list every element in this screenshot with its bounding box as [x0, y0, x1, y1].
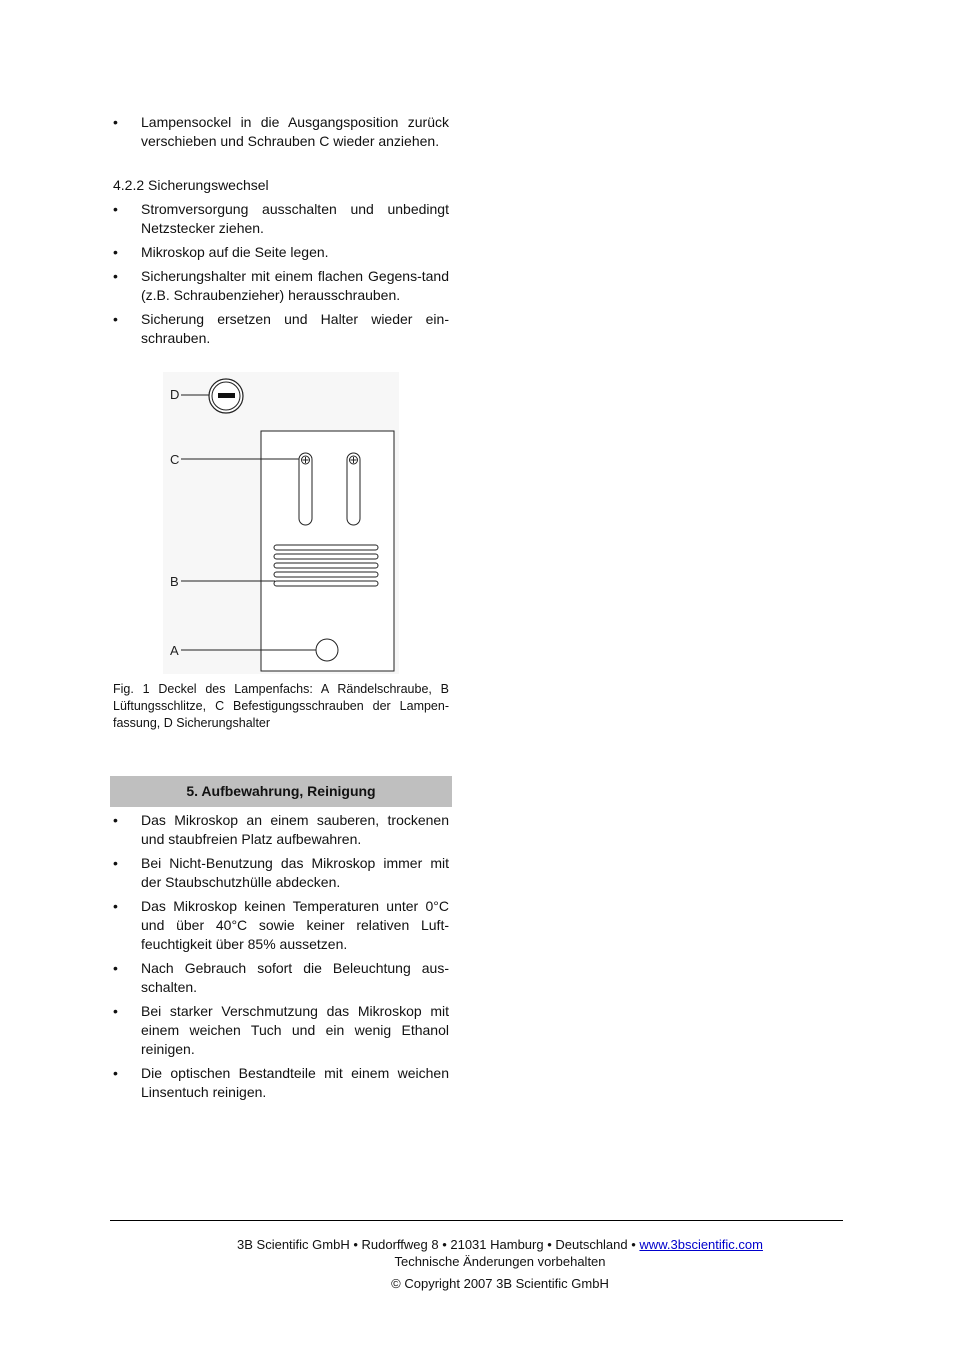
- list-item: • Nach Gebrauch sofort die Beleuchtung aus-schalten.: [113, 959, 449, 997]
- footer-notice: Technische Änderungen vorbehalten: [394, 1254, 606, 1269]
- section5-bullet-list: [113, 811, 449, 1107]
- page-footer: [110, 1236, 890, 1292]
- list-item: • Stromversorgung ausschalten und unbedingt Netzstecker ziehen.: [113, 200, 449, 238]
- list-item: • Bei Nicht-Benutzung das Mikroskop immer mit der Staubschutzhülle abdecken.: [113, 854, 449, 892]
- subsection-bullet-list: [113, 200, 449, 353]
- lamp-compartment-figure: [163, 372, 399, 674]
- subsection-title: 4.2.2 Sicherungswechsel: [113, 177, 269, 193]
- lamp-cover-diagram: [163, 372, 399, 674]
- footer-address: 3B Scientific GmbH • Rudorffweg 8 • 21031 Hamburg • Deutschland •: [237, 1237, 636, 1252]
- knurled-screw-icon: [316, 639, 338, 661]
- list-item: • Das Mikroskop keinen Temperaturen unter 0°C und über 40°C sowie keiner relativen Luft-feuchtigkeit über 85% aussetzen.: [113, 897, 449, 954]
- website-link[interactable]: www.3bscientific.com: [639, 1237, 763, 1252]
- list-item: • Sicherung ersetzen und Halter wieder ein-schrauben.: [113, 310, 449, 348]
- footer-divider: [110, 1220, 843, 1221]
- list-item: • Das Mikroskop an einem sauberen, trockenen und staubfreien Platz aufbewahren.: [113, 811, 449, 849]
- section-heading: 5. Aufbewahrung, Reinigung: [110, 776, 452, 807]
- label-b: B: [170, 574, 179, 589]
- list-item: • Die optischen Bestandteile mit einem weichen Linsentuch reinigen.: [113, 1064, 449, 1102]
- list-item: • Mikroskop auf die Seite legen.: [113, 243, 449, 262]
- label-c: C: [170, 452, 180, 467]
- list-item: • Bei starker Verschmutzung das Mikroskop mit einem weichen Tuch und ein wenig Ethanol reinigen.: [113, 1002, 449, 1059]
- fuse-holder-slot: [218, 393, 235, 398]
- label-a: A: [170, 643, 179, 658]
- label-d: D: [170, 387, 180, 402]
- list-item: • Lampensockel in die Ausgangsposition zurück verschieben und Schrauben C wieder anziehen.: [113, 113, 449, 151]
- figure-caption: Fig. 1 Deckel des Lampenfachs: A Rändelschraube, B Lüftungsschlitze, C Befestigungsschrauben der Lampen-fassung, D Sicherungshalter: [113, 682, 449, 730]
- cover-plate: [261, 431, 394, 671]
- top-bullet-list: [113, 113, 449, 156]
- list-item: • Sicherungshalter mit einem flachen Gegens-tand (z.B. Schraubenzieher) herausschrauben.: [113, 267, 449, 305]
- footer-copyright: © Copyright 2007 3B Scientific GmbH: [391, 1276, 609, 1291]
